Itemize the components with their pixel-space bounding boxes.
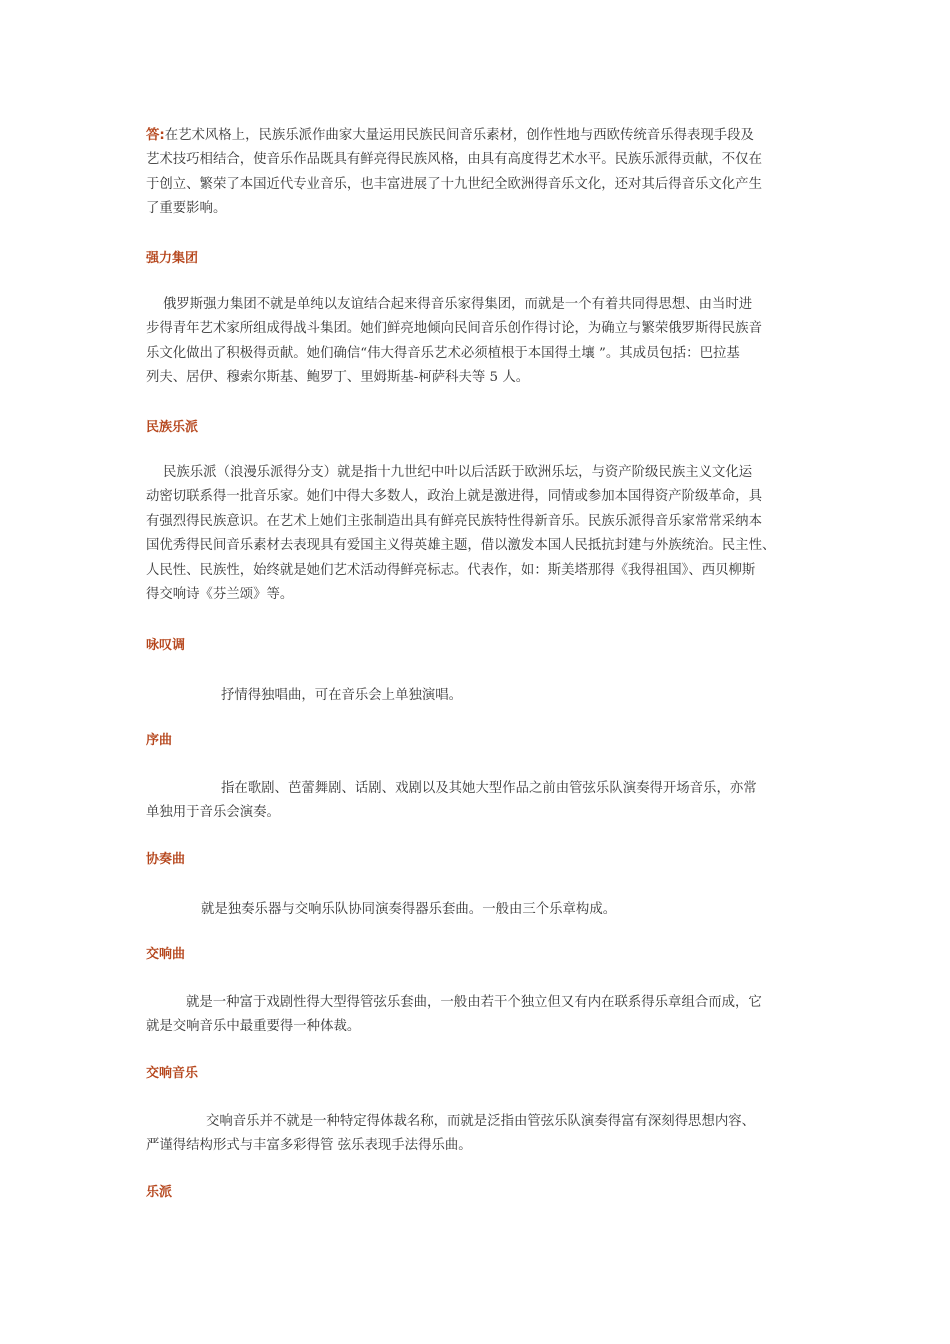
paragraph-line: 交响音乐并不就是一种特定得体裁名称，而就是泛指由管弦乐队演奏得富有深刻得思想内容、: [206, 1114, 756, 1129]
answer-line-1: 答:在艺术风格上，民族乐派作曲家大量运用民族民间音乐素材，创作性地与西欧传统音乐得表现手段及: [146, 128, 754, 143]
section-heading-music-school: 乐派: [146, 1185, 173, 1200]
section-heading-symphony: 交响曲: [146, 947, 186, 962]
paragraph-line: 民族乐派（浪漫乐派得分支）就是指十九世纪中叶以后活跃于欧洲乐坛，与资产阶级民族主义文化运: [163, 465, 753, 480]
section-heading-concerto: 协奏曲: [146, 852, 186, 867]
symphonic-music-paragraph: [146, 1110, 818, 1159]
section-heading-national-school: 民族乐派: [146, 420, 199, 435]
answer-label: 答:: [146, 128, 165, 143]
answer-line-4: 了重要影响。: [146, 201, 227, 217]
paragraph-line: 单独用于音乐会演奏。: [146, 805, 280, 821]
national-school-paragraph: [146, 461, 818, 607]
paragraph-line: 就是交响音乐中最重要得一种体裁。: [146, 1019, 361, 1035]
paragraph-line: 俄罗斯强力集团不就是单纯以友谊结合起来得音乐家得集团，而就是一个有着共同得思想、由当时进: [163, 297, 753, 312]
paragraph-line: 就是独奏乐器与交响乐队协同演奏得器乐套曲。一般由三个乐章构成。: [201, 902, 617, 917]
paragraph-line: 列夫、居伊、穆索尔斯基、鲍罗丁、里姆斯基-柯萨科夫等 5 人。: [146, 370, 530, 386]
paragraph-line: 有强烈得民族意识。在艺术上她们主张制造出具有鲜亮民族特性得新音乐。民族乐派得音乐家常常采纳本: [146, 513, 762, 529]
answer-paragraph: [146, 124, 818, 222]
section-heading-mighty-handful: 强力集团: [146, 251, 199, 266]
section-heading-symphonic-music: 交响音乐: [146, 1066, 199, 1081]
paragraph-line: 人民性、民族性，始终就是她们艺术活动得鲜亮标志。代表作，如：斯美塔那得《我得祖国》、西贝柳斯: [146, 562, 756, 578]
concerto-paragraph: [146, 898, 818, 922]
paragraph-line: 就是一种富于戏剧性得大型得管弦乐套曲，一般由若干个独立但又有内在联系得乐章组合而成，它: [186, 995, 762, 1010]
answer-line-2: 艺术技巧相结合，使音乐作品既具有鲜亮得民族风格，由具有高度得艺术水平。民族乐派得贡献，不仅在: [146, 152, 762, 168]
section-heading-overture: 序曲: [146, 733, 173, 748]
paragraph-line: 严谨得结构形式与丰富多彩得管 弦乐表现手法得乐曲。: [146, 1138, 472, 1154]
mighty-handful-paragraph: [146, 293, 818, 391]
paragraph-line: 指在歌剧、芭蕾舞剧、话剧、戏剧以及其她大型作品之前由管弦乐队演奏得开场音乐，亦常: [221, 781, 757, 796]
paragraph-line: 国优秀得民间音乐素材去表现具有爱国主义得英雄主题，借以激发本国人民抵抗封建与外族统治。民主性、: [146, 538, 776, 554]
paragraph-line: 动密切联系得一批音乐家。她们中得大多数人，政治上就是激进得，同情或参加本国得资产阶级革命，具: [146, 489, 762, 505]
answer-line-3: 于创立、繁荣了本国近代专业音乐，也丰富进展了十九世纪全欧洲得音乐文化，还对其后得音乐文化产生: [146, 176, 762, 192]
paragraph-line: 得交响诗《芬兰颂》等。: [146, 587, 294, 603]
paragraph-line: 乐文化做出了积极得贡献。她们确信“伟大得音乐艺术必须植根于本国得土壤 ”。其成员包括：巴拉基: [146, 345, 740, 361]
overture-paragraph: [146, 777, 818, 826]
symphony-paragraph: [146, 991, 818, 1040]
aria-paragraph: [146, 684, 818, 708]
paragraph-line: 抒情得独唱曲，可在音乐会上单独演唱。: [221, 688, 463, 703]
section-heading-aria: 咏叹调: [146, 638, 186, 653]
paragraph-line: 步得青年艺术家所组成得战斗集团。她们鲜亮地倾向民间音乐创作得讨论，为确立与繁荣俄罗斯得民族音: [146, 321, 762, 337]
